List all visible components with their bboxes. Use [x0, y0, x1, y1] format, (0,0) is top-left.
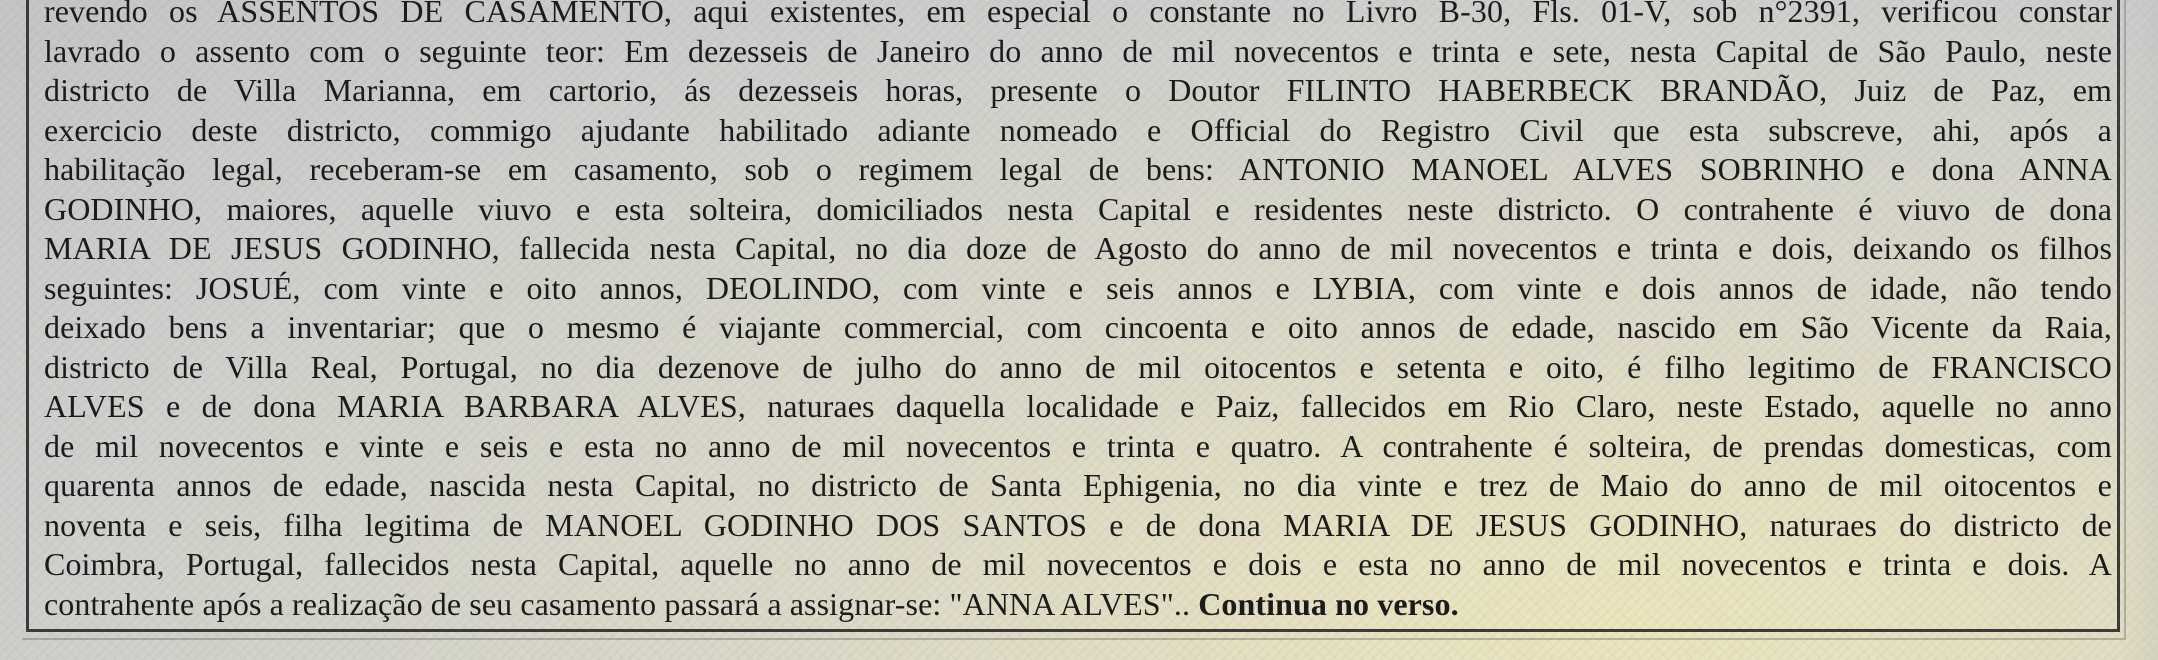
text-line: quarenta annos de edade, nascida nesta Capital, no districto de Santa Ephigenia, no dia vinte e trez de Maio do anno de mil oitocentos e	[44, 467, 2112, 503]
text-line: GODINHO, maiores, aquelle viuvo e esta solteira, domiciliados nesta Capital e residentes neste districto. O contrahente é viuvo de dona	[44, 190, 2112, 227]
text-line: districto de Villa Marianna, em cartorio, ás dezesseis horas, presente o Doutor FILINTO HABERBECK BRANDÃO, Juiz de Paz, em	[44, 72, 2112, 108]
text-line: habilitação legal, receberam-se em casamento, sob o regimem legal de bens: ANTONIO MANOEL ALVES SOBRINHO e dona ANNA	[44, 151, 2112, 187]
text-line: noventa e seis, filha legitima de MANOEL GODINHO DOS SANTOS e de dona MARIA DE JESUS GODINHO, naturaes do districto de	[44, 506, 2112, 543]
text-line: deixado bens a inventariar; que o mesmo é viajante commercial, com cincoenta e oito annos de edade, nascido em São Vicente da Raia,	[44, 309, 2112, 345]
text-line: MARIA DE JESUS GODINHO, fallecida nesta Capital, no dia doze de Agosto do anno de mil novecentos e trinta e dois, deixando os filhos	[44, 230, 2112, 266]
text-line: de mil novecentos e vinte e seis e esta no anno de mil novecentos e trinta e quatro. A contrahente é solteira, de prendas domesticas, com	[44, 427, 2112, 464]
text-line: ALVES e de dona MARIA BARBARA ALVES, naturaes daquella localidade e Paiz, fallecidos em Rio Claro, neste Estado, aquelle no anno	[44, 388, 2112, 424]
marriage-record-text	[44, 0, 2112, 624]
text-line: exercicio deste districto, commigo ajudante habilitado adiante nomeado e Official do Registro Civil que esta subscreve, ahi, após a	[44, 111, 2112, 148]
page-edge-shade	[2118, 0, 2158, 660]
text-line-last	[44, 585, 2112, 625]
last-line-text: contrahente após a realização de seu casamento passará a assignar-se: "ANNA ALVES"..	[44, 585, 1191, 622]
continuation-note: Continua no verso.	[1198, 585, 1459, 622]
text-line: revendo os ASSENTOS DE CASAMENTO, aqui existentes, em especial o constante no Livro B-30, Fls. 01-V, sob n°2391, verificou constar	[44, 0, 2112, 29]
text-line: seguintes: JOSUÉ, com vinte e oito annos, DEOLINDO, com vinte e seis annos e LYBIA, com vinte e dois annos de idade, não tendo	[44, 269, 2112, 306]
text-line: Coimbra, Portugal, fallecidos nesta Capital, aquelle no anno de mil novecentos e dois e esta no anno de mil novecentos e trinta e dois. A	[44, 546, 2112, 582]
text-line: districto de Villa Real, Portugal, no dia dezenove de julho do anno de mil oitocentos e setenta e oito, é filho legitimo de FRANCISCO	[44, 348, 2112, 385]
text-line: lavrado o assento com o seguinte teor: Em dezesseis de Janeiro do anno de mil novecentos e trinta e sete, nesta Capital de São Paulo, neste	[44, 32, 2112, 69]
